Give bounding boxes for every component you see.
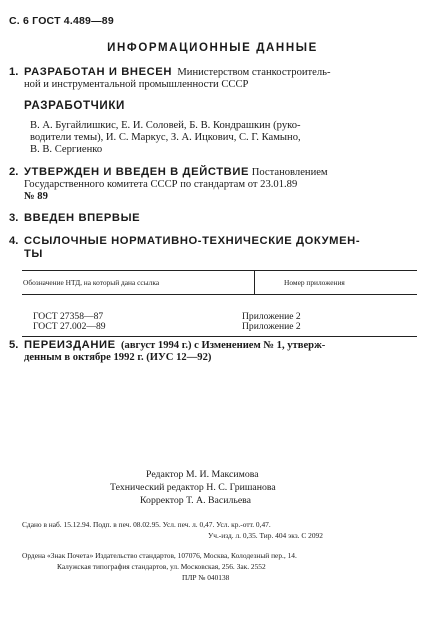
- reference-table: [22, 270, 417, 345]
- section-text: Постановлением: [251, 167, 328, 178]
- section-text: Министерством станкостроитель-: [177, 67, 331, 78]
- imprint-publisher: Ордена «Знак Почета» Издательство стандартов, 107076, Москва, Колодезный пер., 14.: [22, 551, 297, 560]
- editor: Редактор М. И. Максимова: [146, 469, 259, 480]
- page-title: ИНФОРМАЦИОННЫЕ ДАННЫЕ: [107, 42, 318, 54]
- table-cell-ntd: ГОСТ 27.002—89: [33, 321, 106, 332]
- table-cell-appendix: Приложение 2: [242, 311, 301, 322]
- table-bottom-rule: [22, 336, 417, 337]
- credits-block: [0, 468, 425, 507]
- section-number: 1.: [9, 66, 19, 78]
- section-heading: ВВЕДЕН ВПЕРВЫЕ: [24, 212, 141, 224]
- section-number: 4.: [9, 235, 19, 247]
- section-developers: [24, 99, 301, 155]
- table-header-appendix: Номер приложения: [284, 278, 345, 287]
- section-text: № 89: [24, 191, 48, 202]
- table-header-ntd: Обозначение НТД, на который дана ссылка: [23, 278, 160, 287]
- imprint-printer: Калужская типография стандартов, ул. Московская, 256. Зак. 2552: [57, 562, 266, 571]
- table-cell-ntd: ГОСТ 27358—87: [33, 311, 104, 322]
- section-4: [9, 235, 360, 260]
- imprint-print-data: Сдано в наб. 15.12.94. Подп. в печ. 08.02.95. Усл. печ. л. 0,47. Усл. кр.-отт. 0,47.: [22, 520, 271, 529]
- imprint-print-data: Уч.-изд. л. 0,35. Тир. 404 экз. С 2092: [208, 531, 323, 540]
- section-text: ной и инструментальной промышленности СССР: [24, 79, 249, 90]
- table-top-rule: [22, 270, 417, 271]
- section-heading: ПЕРЕИЗДАНИЕ: [24, 339, 116, 351]
- section-number: 2.: [9, 166, 19, 178]
- table-cell-appendix: Приложение 2: [242, 321, 301, 332]
- section-number: 3.: [9, 212, 19, 224]
- section-heading: ССЫЛОЧНЫЕ НОРМАТИВНО-ТЕХНИЧЕСКИЕ ДОКУМЕН-: [24, 235, 361, 247]
- section-heading: ТЫ: [24, 248, 43, 260]
- section-number: 5.: [9, 339, 19, 351]
- section-3: [9, 212, 140, 225]
- section-5: [9, 339, 325, 364]
- section-text: В. А. Бугайлишкис, Е. И. Соловей, Б. В. Кондрашкин (руко-: [30, 120, 301, 131]
- page-header: С. 6 ГОСТ 4.489—89: [9, 15, 114, 27]
- section-heading: УТВЕРЖДЕН И ВВЕДЕН В ДЕЙСТВИЕ: [24, 166, 250, 178]
- corrector: Корректор Т. А. Васильева: [140, 495, 252, 506]
- section-text: денным в октябре 1992 г. (ИУС 12—92): [24, 352, 212, 363]
- table-column-divider: [254, 270, 255, 294]
- section-text: (август 1994 г.) с Изменением № 1, утверж-: [121, 340, 326, 351]
- section-heading: РАЗРАБОТЧИКИ: [24, 99, 125, 112]
- section-1: [9, 66, 331, 91]
- section-text: Государственного комитета СССР по стандартам от 23.01.89: [24, 179, 298, 190]
- section-text: водители темы), И. С. Маркус, З. А. Ицкович, С. Г. Камыно,: [30, 132, 301, 143]
- imprint-license: ПЛР № 040138: [182, 573, 230, 582]
- table-header-rule: [22, 294, 417, 295]
- section-heading: РАЗРАБОТАН И ВНЕСЕН: [24, 66, 173, 78]
- section-text: В. В. Сергиенко: [30, 144, 103, 155]
- section-2: [9, 166, 328, 203]
- tech-editor: Технический редактор Н. С. Гришанова: [110, 482, 276, 493]
